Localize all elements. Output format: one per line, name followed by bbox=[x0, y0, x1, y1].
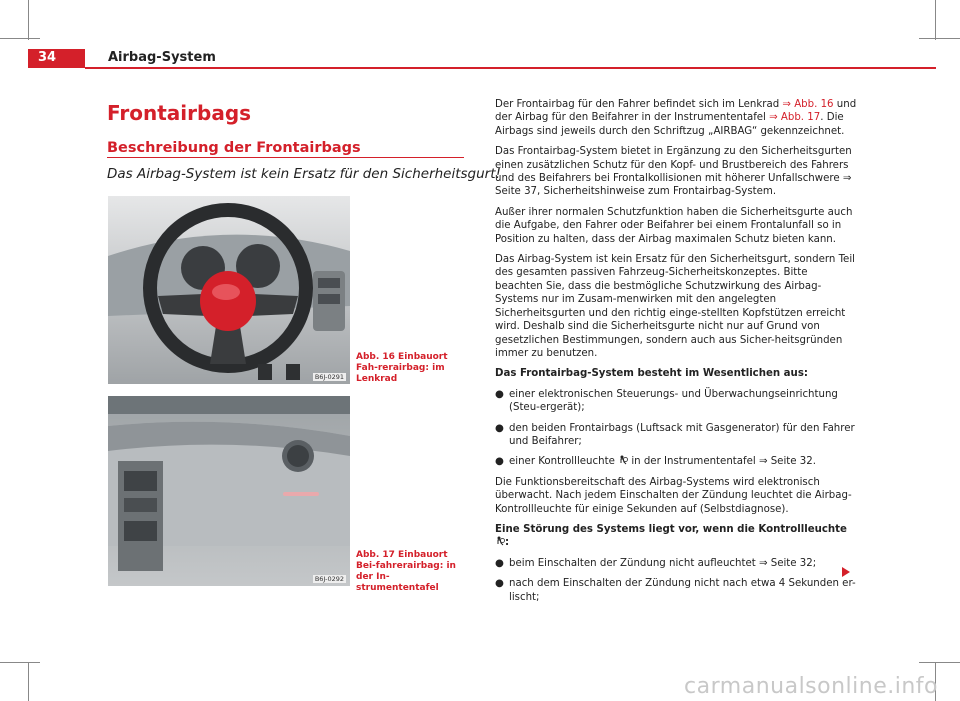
sub-heading: Beschreibung der Frontairbags bbox=[107, 140, 361, 156]
text: und der Airbag für den Beifahrer in der Instrumententafel bbox=[495, 99, 857, 124]
figure-caption: Abb. 16 Einbauort Fah-rerairbag: im Lenkrad bbox=[356, 352, 448, 384]
figure-link[interactable]: ⇒ Abb. 16 bbox=[782, 99, 834, 110]
paragraph bbox=[495, 98, 857, 138]
bullet-icon: ● bbox=[495, 422, 504, 434]
bullet-icon: ● bbox=[495, 388, 504, 400]
airbag-warning-icon bbox=[495, 536, 505, 546]
section-title: Airbag-System bbox=[108, 50, 216, 65]
crop-mark bbox=[919, 38, 960, 39]
page-number-box bbox=[28, 49, 85, 68]
figure-caption: Abb. 17 Einbauort Bei-fahrerairbag: in der In-strumententafel bbox=[356, 550, 456, 593]
list-item bbox=[495, 577, 857, 604]
list-item-text bbox=[509, 455, 816, 468]
text: . Die Airbags sind jeweils durch den Schriftzug „AIRBAG“ gekennzeichnet. bbox=[495, 112, 845, 137]
list-item-text: den beiden Frontairbags (Luftsack mit Gasgenerator) für den Fahrer und Beifahrer; bbox=[509, 422, 855, 447]
paragraph: Das Airbag-System ist kein Ersatz für den Sicherheitsgurt, sondern Teil des gesamten passiven Fahrzeug-Sicherheitskonzeptes. Bitte beachten Sie, dass die bestmögliche Schutzwirkung des Airbag-Systems nur im Zusam-menwirken mit den angelegten Sicherheitsgurten und den richtig einge-stellten Kopfstützen erreicht wird. Deshalb sind die Sicherheitsgurte nicht nur auf Grund von gesetzlichen Bestimmungen, sondern auch aus Sicher-heitsgründen immer zu benutzen. bbox=[495, 254, 855, 359]
bullet-icon: ● bbox=[495, 557, 504, 569]
list-title bbox=[495, 523, 857, 550]
body-text-column bbox=[495, 98, 857, 611]
page-heading: Frontairbags bbox=[107, 101, 252, 125]
paragraph: Die Funktionsbereitschaft des Airbag-Systems wird elektronisch überwacht. Nach jedem Einschalten der Zündung leuchtet die Airbag-Kontrollleuchte für einige Sekunden auf (Selbstdiagnose). bbox=[495, 476, 852, 515]
paragraph: Außer ihrer normalen Schutzfunktion haben die Sicherheitsgurte auch die Aufgabe, den Fahrer oder Beifahrer bei einem Frontalunfall so in Position zu halten, dass der Airbag maximalen Schutz bieten kann. bbox=[495, 206, 853, 245]
list-item bbox=[495, 557, 857, 570]
list-item-text: nach dem Einschalten der Zündung nicht nach etwa 4 Sekunden er-lischt; bbox=[509, 578, 856, 603]
figure-code: B6J-0291 bbox=[314, 373, 344, 381]
crop-mark bbox=[28, 0, 29, 40]
figure-steering-wheel bbox=[108, 196, 350, 384]
text: in der Instrumententafel ⇒ Seite 32. bbox=[628, 456, 816, 468]
paragraph: Das Frontairbag-System bietet in Ergänzung zu den Sicherheitsgurten einen zusätzlichen Schutz für den Kopf- und Brustbereich des Fahrers und des Beifahrers bei Frontalkollisionen mit höherer Unfallschwere ⇒ Seite 37, Sicherheitshinweise zum Frontairbag-System. bbox=[495, 146, 852, 198]
figure-link[interactable]: ⇒ Abb. 17 bbox=[769, 112, 821, 124]
crop-mark bbox=[919, 662, 960, 663]
crop-mark bbox=[0, 662, 40, 663]
watermark: carmanualsonline.info bbox=[684, 674, 938, 699]
page-number: 34 bbox=[38, 50, 57, 65]
continue-arrow-icon bbox=[842, 567, 850, 577]
text: : bbox=[505, 537, 510, 549]
bullet-icon: ● bbox=[495, 456, 504, 468]
lead-text: Das Airbag-System ist kein Ersatz für den Sicherheitsgurt! bbox=[107, 166, 501, 182]
airbag-warning-icon bbox=[618, 455, 628, 465]
crop-mark bbox=[0, 38, 40, 39]
crop-mark bbox=[28, 662, 29, 701]
steering-wheel-illustration bbox=[108, 196, 350, 384]
text: Der Frontairbag für den Fahrer befindet sich im Lenkrad bbox=[495, 99, 783, 110]
figure-passenger-dashboard bbox=[108, 396, 350, 586]
sub-heading-rule bbox=[107, 157, 464, 158]
list-title: Das Frontairbag-System besteht im Wesentlichen aus: bbox=[495, 368, 808, 380]
dashboard-illustration bbox=[108, 396, 350, 586]
list-item bbox=[495, 422, 857, 449]
list-item bbox=[495, 455, 857, 468]
bullet-icon: ● bbox=[495, 578, 504, 590]
list-item-text: beim Einschalten der Zündung nicht aufleuchtet ⇒ Seite 32; bbox=[509, 557, 817, 569]
list-item bbox=[495, 388, 857, 415]
text: einer Kontrollleuchte bbox=[509, 456, 619, 468]
header-rule bbox=[85, 67, 936, 69]
crop-mark bbox=[935, 0, 936, 40]
text: Eine Störung des Systems liegt vor, wenn die Kontrollleuchte bbox=[495, 523, 847, 535]
figure-code: B6J-0292 bbox=[314, 575, 344, 583]
list-item-text: einer elektronischen Steuerungs- und Überwachungseinrichtung (Steu-ergerät); bbox=[509, 388, 838, 414]
